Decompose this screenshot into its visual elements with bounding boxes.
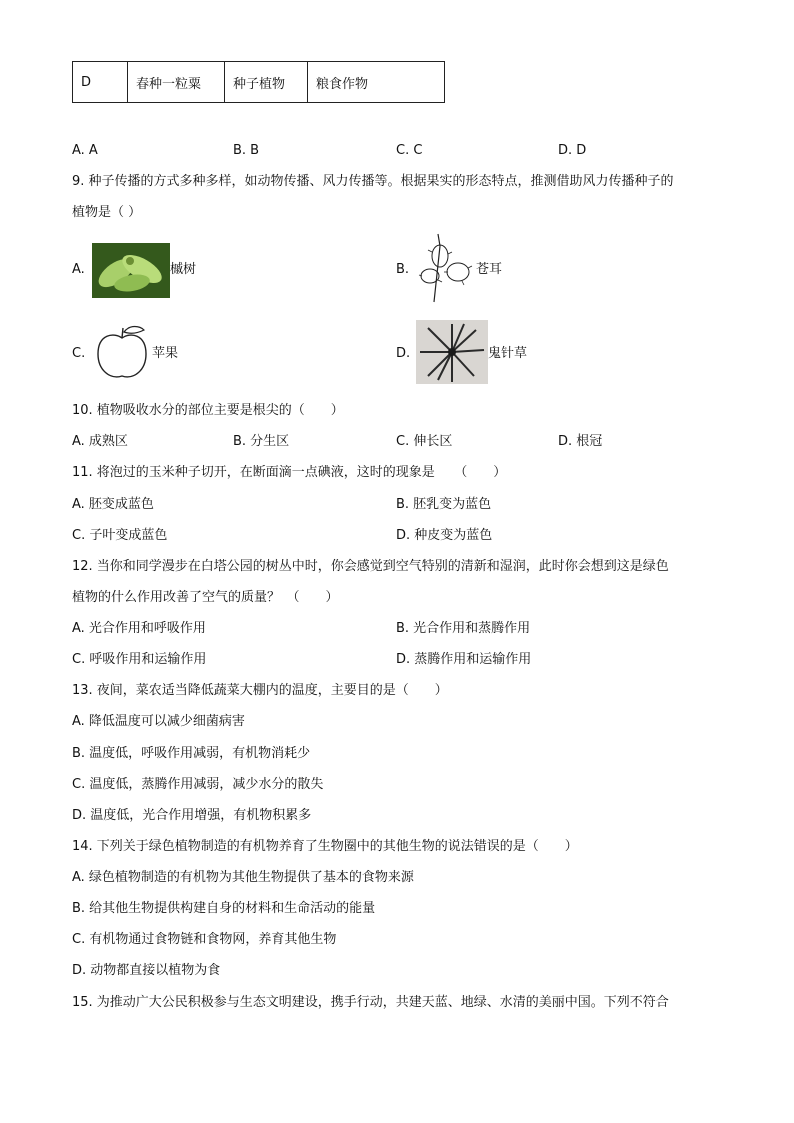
cocklebur-image [418, 232, 474, 306]
q11-option-d: D. 种皮变为蓝色 [396, 528, 493, 543]
q12-stem-line1: 12. 当你和同学漫步在白塔公园的树丛中时，你会感觉到空气特别的清新和湿润，此时你会想到这是绿色 [72, 559, 669, 574]
q14-option-a: A. 绿色植物制造的有机物为其他生物提供了基本的食物来源 [72, 870, 414, 885]
table-cell: D [73, 62, 128, 103]
maple-seed-image [92, 243, 170, 298]
q11-option-b: B. 胚乳变为蓝色 [396, 497, 492, 512]
q11-stem: 11. 将泡过的玉米种子切开，在断面滴一点碘液，这时的现象是 （ ） [72, 465, 507, 480]
q10-option-b: B. 分生区 [233, 434, 290, 449]
q12-option-b: B. 光合作用和蒸腾作用 [396, 621, 531, 636]
q8-option-d: D. D [558, 143, 587, 158]
q13-option-c: C. 温度低，蒸腾作用减弱，减少水分的散失 [72, 777, 324, 792]
q9-option-d-letter: D. [396, 346, 411, 361]
q8-option-c: C. C [396, 143, 423, 158]
table-cell: 粮食作物 [308, 62, 445, 103]
beggarticks-image [416, 320, 488, 384]
q14-option-d: D. 动物都直接以植物为食 [72, 963, 221, 978]
q15-stem: 15. 为推动广大公民积极参与生态文明建设，携手行动，共建天蓝、地绿、水清的美丽中国。下列不符合 [72, 995, 669, 1010]
answer-table [72, 61, 445, 103]
q8-option-a: A. A [72, 143, 98, 158]
q13-option-d: D. 温度低，光合作用增强，有机物积累多 [72, 808, 312, 823]
q9-option-a-letter: A. [72, 262, 85, 277]
q9-option-b-letter: B. [396, 262, 410, 277]
q12-option-a: A. 光合作用和呼吸作用 [72, 621, 206, 636]
table-cell: 春种一粒粟 [128, 62, 225, 103]
q14-stem: 14. 下列关于绿色植物制造的有机物养育了生物圈中的其他生物的说法错误的是（ ） [72, 839, 578, 854]
q12-option-c: C. 呼吸作用和运输作用 [72, 652, 207, 667]
q13-stem: 13. 夜间，菜农适当降低蔬菜大棚内的温度，主要目的是（ ） [72, 683, 448, 698]
q13-option-a: A. 降低温度可以减少细菌病害 [72, 714, 245, 729]
q12-option-d: D. 蒸腾作用和运输作用 [396, 652, 532, 667]
table-cell: 种子植物 [225, 62, 308, 103]
q14-option-b: B. 给其他生物提供构建自身的材料和生命活动的能量 [72, 901, 376, 916]
q9-option-b-label: 苍耳 [476, 262, 503, 277]
q9-option-c-label: 苹果 [152, 346, 179, 361]
q11-option-c: C. 子叶变成蓝色 [72, 528, 168, 543]
q8-option-b: B. B [233, 143, 260, 158]
q9-option-d-label: 鬼针草 [488, 346, 528, 361]
table-row [73, 62, 445, 103]
q9-option-c-letter: C. [72, 346, 86, 361]
q14-option-c: C. 有机物通过食物链和食物网，养育其他生物 [72, 932, 337, 947]
q10-option-c: C. 伸长区 [396, 434, 453, 449]
q10-option-a: A. 成熟区 [72, 434, 128, 449]
q9-option-a-label: 槭树 [170, 262, 197, 277]
q11-option-a: A. 胚变成蓝色 [72, 497, 154, 512]
q10-option-d: D. 根冠 [558, 434, 603, 449]
q9-stem-line2: 植物是（ ） [72, 205, 142, 220]
q12-stem-line2: 植物的什么作用改善了空气的质量？ （ ） [72, 590, 339, 605]
q10-stem: 10. 植物吸收水分的部位主要是根尖的（ ） [72, 403, 344, 418]
apple-image [92, 322, 152, 382]
q13-option-b: B. 温度低，呼吸作用减弱，有机物消耗少 [72, 746, 311, 761]
q9-stem-line1: 9. 种子传播的方式多种多样，如动物传播、风力传播等。根据果实的形态特点，推测借助风力传播种子的 [72, 174, 674, 189]
